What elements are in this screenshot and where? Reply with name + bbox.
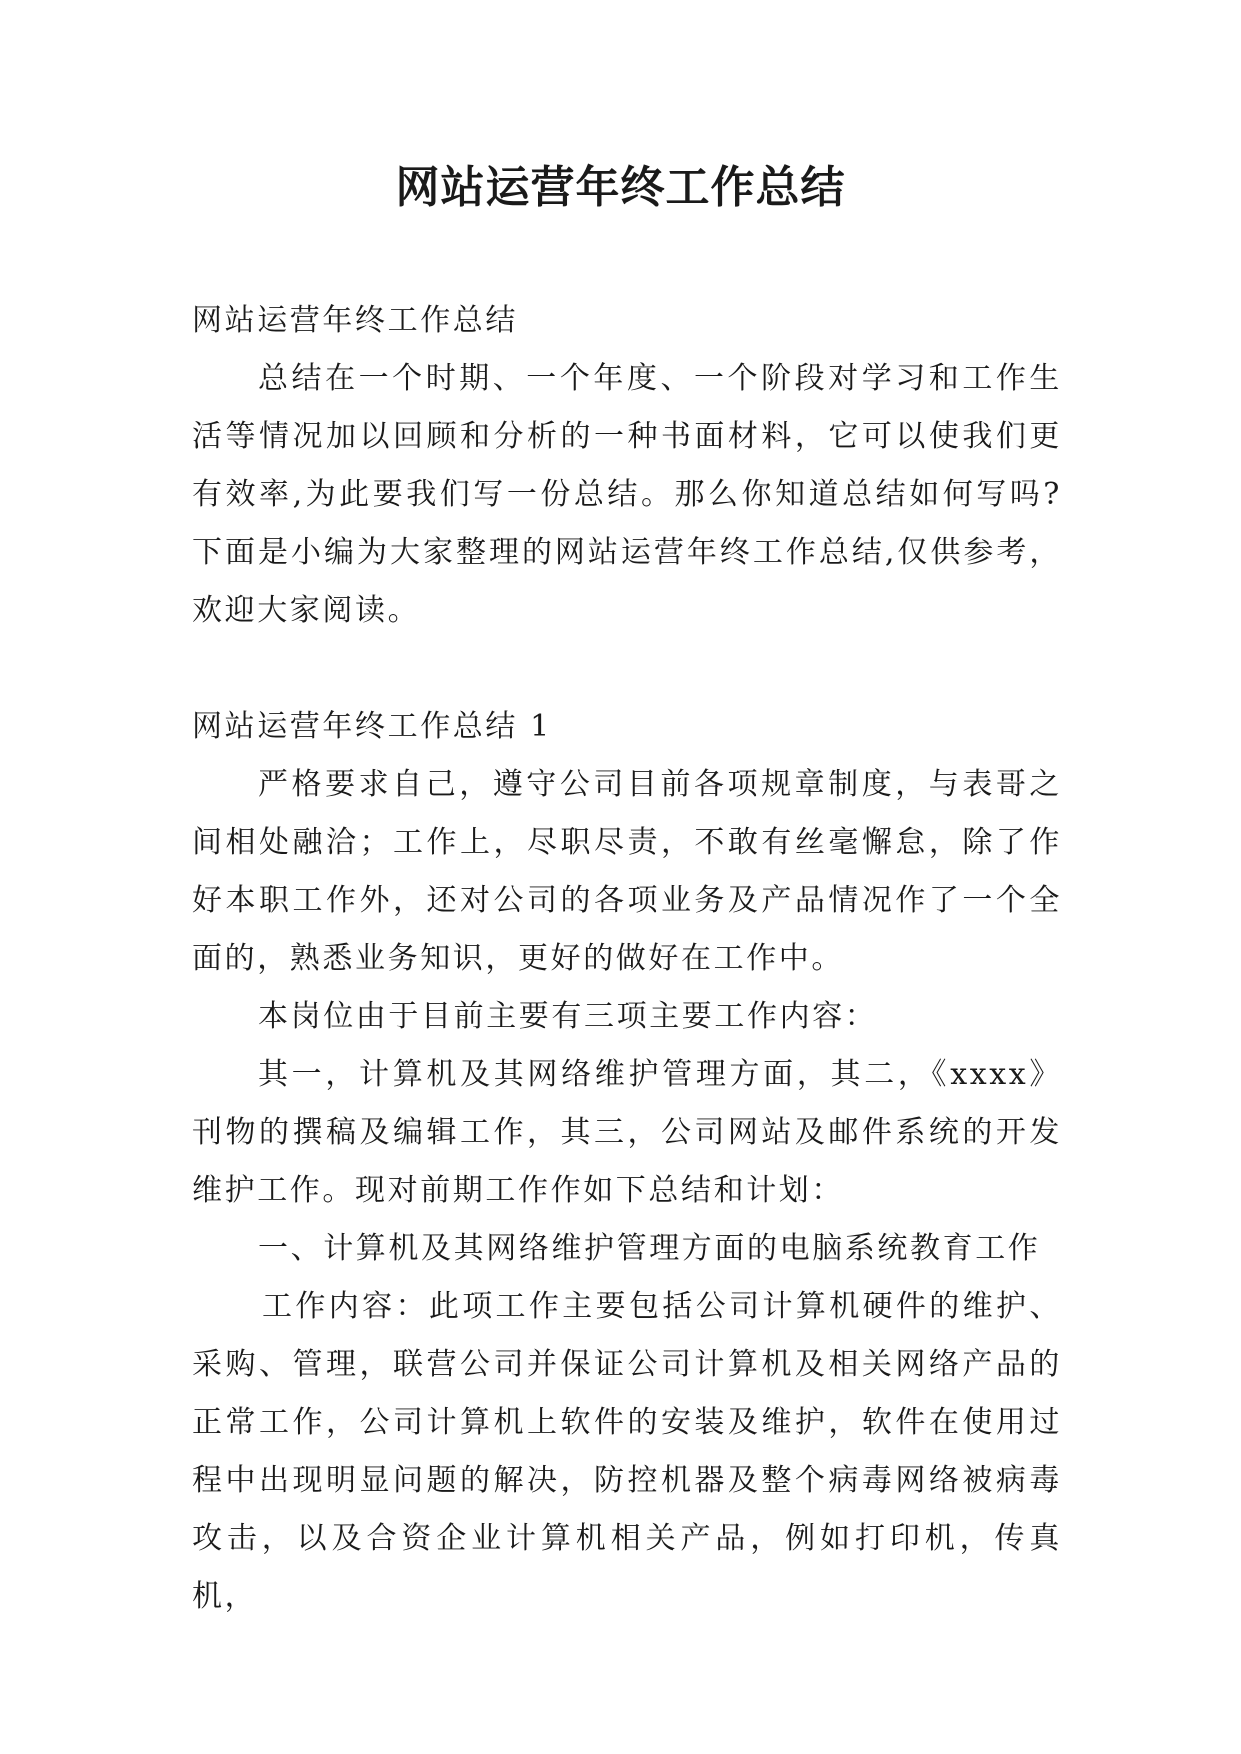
body-paragraph: 严格要求自己，遵守公司目前各项规章制度，与表哥之间相处融洽；工作上，尽职尽责，不敢有丝毫懈怠，除了作好本职工作外，还对公司的各项业务及产品情况作了一个全面的，熟悉业务知识，更好的做好在工作中。 bbox=[192, 767, 1062, 976]
section-heading-1: 网站运营年终工作总结 1 bbox=[192, 709, 552, 744]
intro-paragraph: 总结在一个时期、一个年度、一个阶段对学习和工作生活等情况加以回顾和分析的一种书面材料，它可以使我们更有效率,为此要我们写一份总结。那么你知道总结如何写吗?下面是小编为大家整理的网站运营年终工作总结,仅供参考，欢迎大家阅读。 bbox=[192, 361, 1062, 628]
body-paragraph: 工作内容：此项工作主要包括公司计算机硬件的维护、采购、管理，联营公司并保证公司计算机及相关网络产品的正常工作，公司计算机上软件的安装及维护，软件在使用过程中出现明显问题的解决，防控机器及整个病毒网络被病毒攻击，以及合资企业计算机相关产品，例如打印机，传真机， bbox=[192, 1289, 1062, 1614]
body-paragraph: 其一，计算机及其网络维护管理方面，其二，《xxxx》刊物的撰稿及编辑工作，其三，公司网站及邮件系统的开发维护工作。现对前期工作作如下总结和计划： bbox=[192, 1057, 1062, 1208]
document-body bbox=[192, 292, 1062, 1626]
paragraph-spacer bbox=[192, 640, 1062, 698]
section-heading: 网站运营年终工作总结 bbox=[192, 303, 518, 338]
document-title: 网站运营年终工作总结 bbox=[395, 162, 846, 213]
subsection-heading: 一、计算机及其网络维护管理方面的电脑系统教育工作 bbox=[258, 1231, 1041, 1266]
body-paragraph: 本岗位由于目前主要有三项主要工作内容： bbox=[258, 999, 878, 1034]
